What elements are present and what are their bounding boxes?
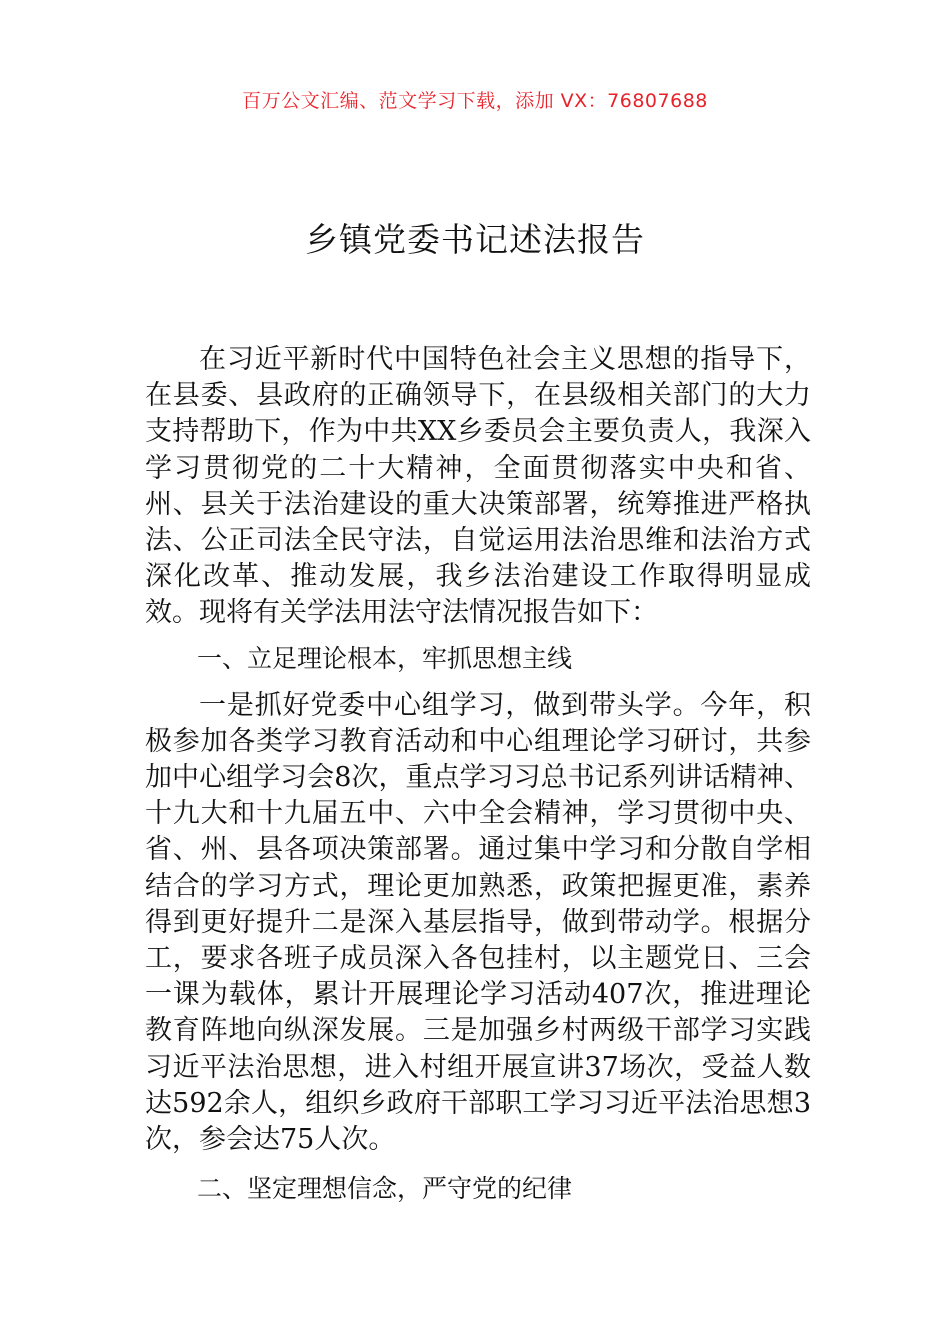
document-title: 乡镇党委书记述法报告: [305, 220, 645, 259]
section-1-paragraph: 一是抓好党委中心组学习，做到带头学。今年，积极参加各类学习教育活动和中心组理论学习研讨，共参加中心组学习会8次，重点学习习总书记系列讲话精神、十九大和十九届五中、六中全会精神，学习贯彻中央、省、州、县各项决策部署。通过集中学习和分散自学相结合的学习方式，理论更加熟悉，政策把握更准，素养得到更好提升二是深入基层指导，做到带动学。根据分工，要求各班子成员深入各包挂村，以主题党日、三会一课为载体，累计开展理论学习活动407次，推进理论教育阵地向纵深发展。三是加强乡村两级干部学习实践习近平法治思想，进入村组开展宣讲37场次，受益人数达592余人，组织乡政府干部职工学习习近平法治思想3次，参会达75人次。: [145, 689, 811, 1156]
intro-paragraph: 在习近平新时代中国特色社会主义思想的指导下，在县委、县政府的正确领导下，在县级相关部门的大力支持帮助下，作为中共XX乡委员会主要负责人，我深入学习贯彻党的二十大精神，全面贯彻落实中央和省、州、县关于法治建设的重大决策部署，统筹推进严格执法、公正司法全民守法，自觉运用法治思维和法治方式深化改革、推动发展，我乡法治建设工作取得明显成效。现将有关学法用法守法情况报告如下：: [145, 344, 811, 629]
document-body: [145, 342, 811, 1207]
section-1-heading: 一、立足理论根本，牢抓思想主线: [197, 643, 573, 673]
header-download-note: 百万公文汇编、范文学习下载，添加 VX：76807688: [242, 90, 708, 112]
section-2-heading: 二、坚定理想信念，严守党的纪律: [197, 1174, 573, 1204]
